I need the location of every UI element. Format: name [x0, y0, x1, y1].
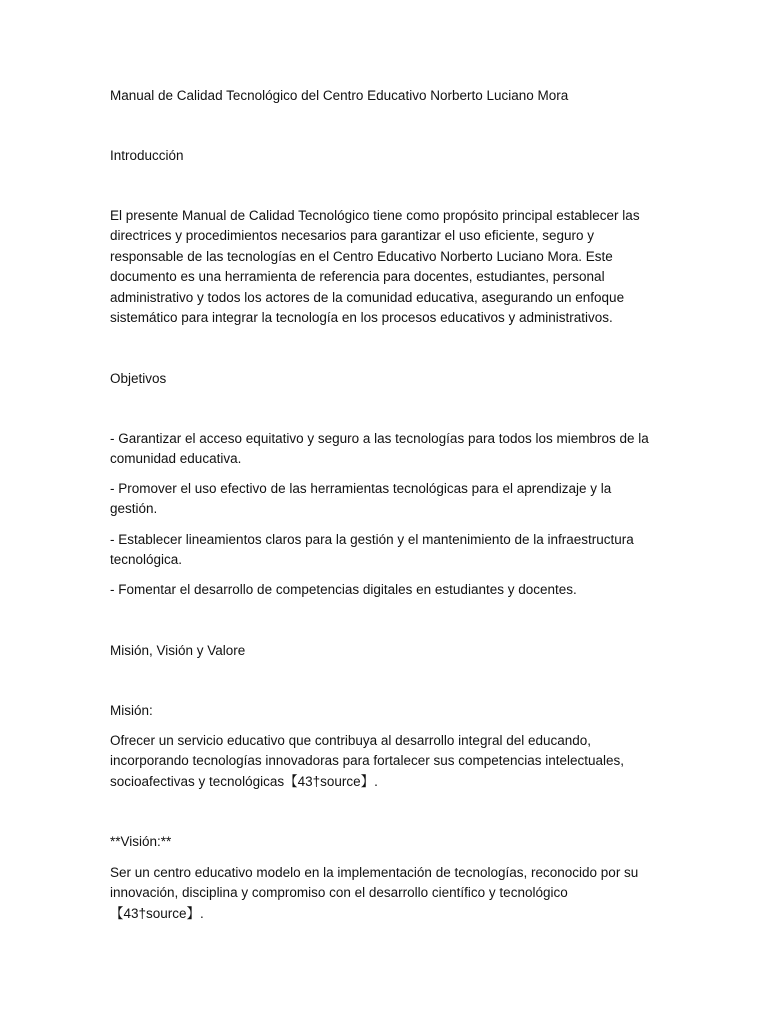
objective-item: - Establecer lineamientos claros para la gestión y el mantenimiento de la infraestructura tecnológica.: [110, 532, 634, 568]
vision-label: **Visión:**: [110, 834, 172, 849]
objective-item: - Promover el uso efectivo de las herramientas tecnológicas para el aprendizaje y la gestión.: [110, 481, 612, 517]
mission-text: Ofrecer un servicio educativo que contribuya al desarrollo integral del educando, incorporando tecnologías innovadoras para fortalecer sus competencias intelectuales, socioafectivas y tecnológicas【43†source】.: [110, 733, 625, 789]
intro-paragraph: El presente Manual de Calidad Tecnológico tiene como propósito principal establecer las directrices y procedimientos necesarios para garantizar el uso eficiente, seguro y responsable de las tecnologías en el Centro Educativo Norberto Luciano Mora. Este documento es una herramienta de referencia para docentes, estudiantes, personal administrativo y todos los actores de la comunidad educativa, asegurando un enfoque sistemático para integrar la tecnología en los procesos educativos y administrativos.: [110, 208, 640, 326]
document-title: Manual de Calidad Tecnológico del Centro Educativo Norberto Luciano Mora: [110, 88, 569, 103]
objective-item: - Fomentar el desarrollo de competencias digitales en estudiantes y docentes.: [110, 582, 577, 597]
objectives-heading: Objetivos: [110, 371, 167, 386]
objective-item: - Garantizar el acceso equitativo y seguro a las tecnologías para todos los miembros de la comunidad educativa.: [110, 431, 649, 467]
mvv-heading: Misión, Visión y Valore: [110, 643, 246, 658]
mission-label: Misión:: [110, 703, 153, 718]
intro-heading: Introducción: [110, 148, 184, 163]
vision-text: Ser un centro educativo modelo en la implementación de tecnologías, reconocido por su innovación, disciplina y compromiso con el desarrollo científico y tecnológico【43†source】.: [110, 865, 639, 921]
